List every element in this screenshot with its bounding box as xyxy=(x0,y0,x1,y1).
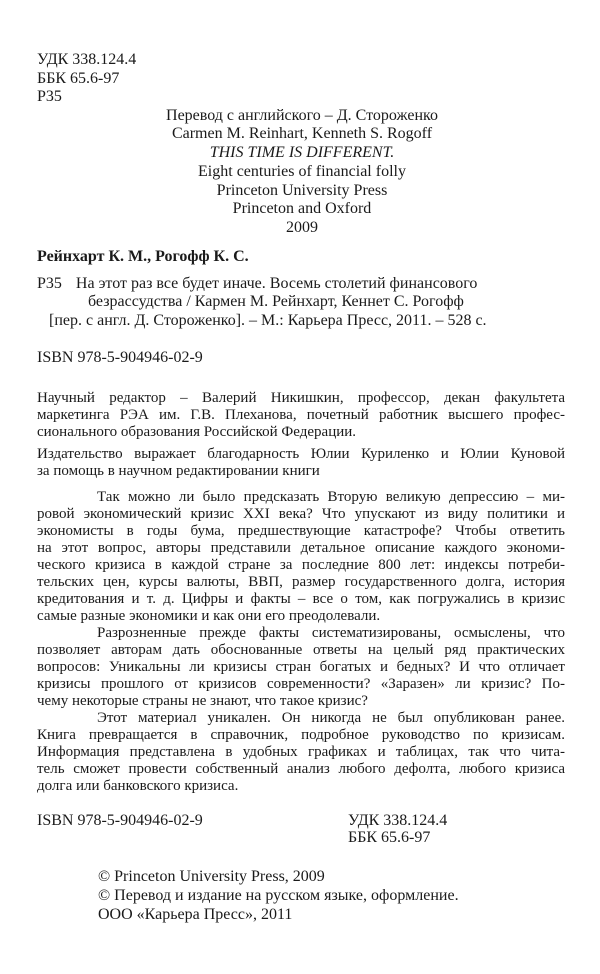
entry-line: [пер. с англ. Д. Стороженко]. – М.: Карьера Пресс, 2011. – 528 с. xyxy=(49,311,487,329)
text-line: позволяет авторам дать обоснованные ответы на целый ряд практических xyxy=(37,641,565,658)
text-line: кредитования и т. д. Цифры и факты – все о том, как погружались в кризис xyxy=(37,590,565,607)
acknowledgement xyxy=(37,446,565,480)
text-line: вопросов: Уникальны ли кризисы стран богатых и бедных? И что отличает xyxy=(37,658,565,675)
original-edition-info xyxy=(100,107,504,238)
entry-first-line xyxy=(37,275,558,293)
text-line: Информация представлена в удобных графиках и таблицах, так что чита- xyxy=(37,743,565,760)
classification-codes-top xyxy=(37,51,565,107)
classification-line: УДК 338.124.4 xyxy=(37,51,137,68)
entry-line: На этот раз все будет иначе. Восемь столетий финансового xyxy=(75,274,478,292)
text-line: тельских цен, курсы валюты, ВВП, размер государственного долга, история xyxy=(37,573,565,590)
bibliographic-entry xyxy=(37,275,558,330)
scientific-editor-note xyxy=(37,390,565,441)
entry-line: безрассудства / Кармен М. Рейнхарт, Кеннет С. Рогофф xyxy=(88,293,464,311)
text-line: Так можно ли было предсказать Вторую великую депрессию – ми- xyxy=(97,488,565,505)
edition-line: Princeton University Press xyxy=(216,181,388,199)
authors-heading: Рейнхарт К. М., Рогофф К. С. xyxy=(37,247,249,265)
text-line: сионального образования Российской Федерации. xyxy=(37,423,357,440)
text-line: тель сможет провести собственный анализ любого дефолта, любого кризиса xyxy=(37,760,565,777)
annotation-paragraph-3 xyxy=(37,710,565,795)
edition-line: Princeton and Oxford xyxy=(232,200,372,218)
text-line: самые разные экономики и как они его преодолевали. xyxy=(37,607,381,624)
edition-line: Eight centuries of financial folly xyxy=(198,162,406,180)
text-line: Издательство выражает благодарность Юлии Куриленко и Юлии Куновой xyxy=(37,445,565,462)
text-line: ческого кризиса в каждой стране за последние 800 лет: индексы потреби- xyxy=(37,556,565,573)
classification-codes-bottom xyxy=(348,812,447,847)
entry-code: Р35 xyxy=(37,274,62,292)
text-line: кризисы прошлого от кризисов современности? «Заразен» ли кризис? По- xyxy=(37,675,565,692)
text-line: ровой экономический кризис XXI века? Что упускают из виду политики и xyxy=(37,505,565,522)
text-line: маркетинга РЭА им. Г.В. Плеханова, почетный работник высшего профес- xyxy=(37,406,565,423)
text-line: за помощь в научном редактировании книги xyxy=(37,462,320,479)
annotation-paragraph-2 xyxy=(37,625,565,710)
classification-line: ББК 65.6-97 xyxy=(37,69,120,87)
text-line: Этот материал уникален. Он никогда не был опубликован ранее. xyxy=(97,709,565,726)
text-line: на этот вопрос, авторы представили детальное описание каждого экономи- xyxy=(37,539,565,556)
text-line: Разрозненные прежде факты систематизированы, осмыслены, что xyxy=(97,624,565,641)
edition-line: 2009 xyxy=(286,219,318,236)
edition-line: Перевод с английского – Д. Стороженко xyxy=(166,106,438,124)
annotation-paragraph-1 xyxy=(37,489,565,625)
edition-line: Carmen M. Reinhart, Kenneth S. Rogoff xyxy=(171,125,433,143)
classification-line: Р35 xyxy=(37,88,62,106)
classification-line: УДК 338.124.4 xyxy=(348,811,448,829)
copyright-line: ООО «Карьера Пресс», 2011 xyxy=(98,905,293,923)
text-line: экономисты в годы бума, предшествующие катастрофе? Чтобы ответить xyxy=(37,522,565,539)
copyright-notice xyxy=(37,867,565,924)
text-line: Книга превращается в справочник, подробное руководство по кризисам. xyxy=(37,726,565,743)
text-line: долга или банковского кризиса. xyxy=(37,777,239,794)
text-line: Научный редактор – Валерий Никишкин, профессор, декан факультета xyxy=(37,389,565,406)
copyright-line: © Перевод и издание на русском языке, оформление. xyxy=(98,886,459,904)
edition-line: THIS TIME IS DIFFERENT. xyxy=(209,144,395,162)
isbn-top: ISBN 978-5-904946-02-9 xyxy=(37,348,203,366)
text-line: чему некоторые страны не знают, что такое кризис? xyxy=(37,692,368,709)
classification-line: ББК 65.6-97 xyxy=(348,829,431,847)
isbn-bottom: ISBN 978-5-904946-02-9 xyxy=(37,811,203,829)
bottom-codes-row xyxy=(37,812,565,847)
copyright-line: © Princeton University Press, 2009 xyxy=(98,867,325,885)
